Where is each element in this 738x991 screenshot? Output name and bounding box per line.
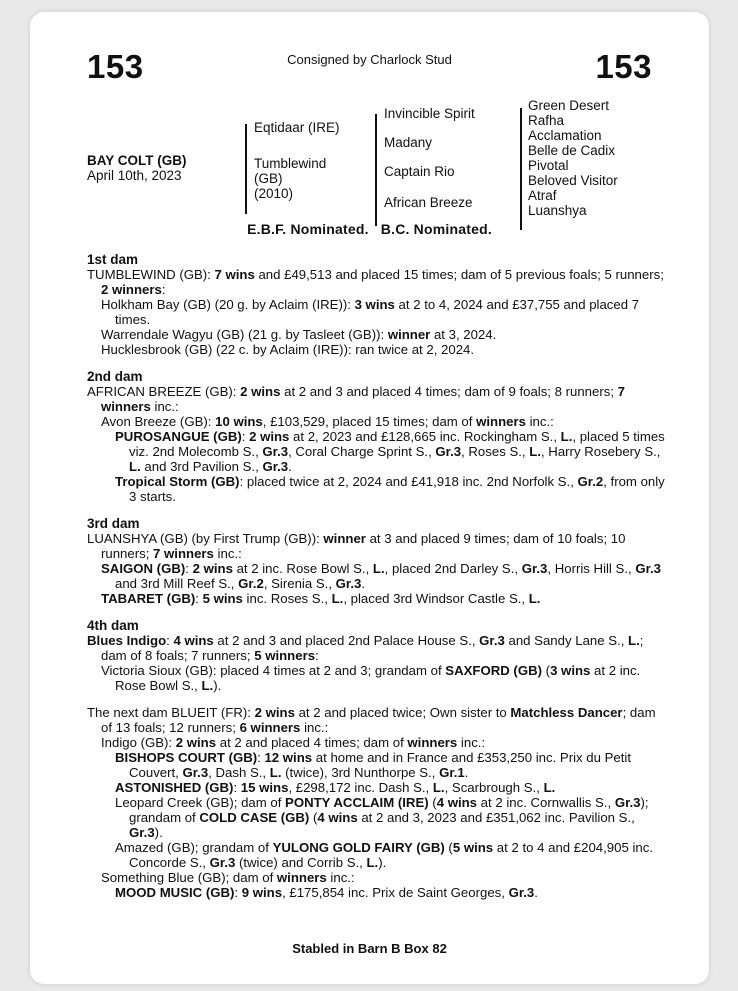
bc-nominated: B.C. Nominated. — [380, 221, 492, 237]
pedigree-table — [30, 98, 709, 228]
produce-indigo: Indigo (GB): 2 wins at 2 and placed 4 times; dam of winners inc.: — [101, 735, 486, 750]
granddam-2: African Breeze — [384, 195, 473, 210]
second-dam-heading: 2nd dam — [87, 369, 143, 384]
first-dam-text: TUMBLEWIND (GB): 7 wins and £49,513 and placed 15 times; dam of 5 previous foals; 5 runners; 2 winners: — [87, 267, 664, 297]
produce-hucklesbrook: Hucklesbrook (GB) (22 c. by Aclaim (IRE)): ran twice at 2, 2024. — [101, 342, 475, 357]
second-dam-text: AFRICAN BREEZE (GB): 2 wins at 2 and 3 and placed 4 times; dam of 9 foals; 8 runners; 7 winners inc.: — [87, 384, 626, 414]
stabling-info: Stabled in Barn B Box 82 — [292, 941, 447, 956]
grandsire-1: Invincible Spirit — [384, 106, 475, 121]
horse-identity — [87, 153, 187, 183]
lot-number-right: 153 — [595, 48, 652, 85]
produce-something-blue: Something Blue (GB); dam of winners inc.: — [101, 870, 355, 885]
foaling-date: April 10th, 2023 — [87, 168, 182, 183]
ebf-nominated: E.B.F. Nominated. — [247, 221, 369, 237]
pedigree-bracket-1 — [245, 124, 247, 214]
grandsire-2: Captain Rio — [384, 164, 455, 179]
dam: Tumblewind (GB) (2010) — [254, 156, 327, 201]
pedigree-bracket-2 — [375, 114, 377, 226]
produce-astonished: ASTONISHED (GB): 15 wins, £298,172 inc. Dash S., L., Scarbrough S., L. — [115, 780, 556, 795]
produce-leopard-creek: Leopard Creek (GB); dam of PONTY ACCLAIM (IRE) (4 wins at 2 inc. Cornwallis S., Gr.3); grandam of COLD CASE (GB) (4 wins at 2 and 3, 2023 and £351,062 inc. Pavilion S., Gr.3). — [115, 795, 649, 840]
nominations — [30, 221, 709, 237]
third-dam-heading: 3rd dam — [87, 516, 140, 531]
produce-mood-music: MOOD MUSIC (GB): 9 wins, £175,854 inc. Prix de Saint Georges, Gr.3. — [115, 885, 538, 900]
lot-number-left: 153 — [87, 48, 144, 85]
produce-warrendale-wagyu: Warrendale Wagyu (GB) (21 g. by Tasleet (GB)): winner at 3, 2024. — [101, 327, 497, 342]
first-dam-heading: 1st dam — [87, 252, 139, 267]
produce-record — [87, 252, 667, 900]
produce-tabaret: TABARET (GB): 5 wins inc. Roses S., L., placed 3rd Windsor Castle S., L. — [101, 591, 541, 606]
produce-avon-breeze: Avon Breeze (GB): 10 wins, £103,529, placed 15 times; dam of winners inc.: — [101, 414, 554, 429]
produce-victoria-sioux: Victoria Sioux (GB): placed 4 times at 2 and 3; grandam of SAXFORD (GB) (3 wins at 2 inc. Rose Bowl S., L.). — [101, 663, 641, 693]
produce-bishops-court: BISHOPS COURT (GB): 12 wins at home and in France and £353,250 inc. Prix du Petit Couvert, Gr.3, Dash S., L. (twice), 3rd Nunthorpe S., Gr.1. — [115, 750, 632, 780]
horse-name: BAY COLT (GB) — [87, 153, 187, 168]
produce-holkham-bay: Holkham Bay (GB) (20 g. by Aclaim (IRE)): 3 wins at 2 to 4, 2024 and £37,755 and placed 7 times. — [101, 297, 640, 327]
produce-saigon: SAIGON (GB): 2 wins at 2 inc. Rose Bowl S., L., placed 2nd Darley S., Gr.3, Horris Hill S., Gr.3 and 3rd Mill Reef S., Gr.2, Sirenia S., Gr.3. — [101, 561, 661, 591]
sire: Eqtidaar (IRE) — [254, 120, 340, 135]
granddam-1: Madany — [384, 135, 433, 150]
third-dam-text: LUANSHYA (GB) (by First Trump (GB)): winner at 3 and placed 9 times; dam of 10 foals; 10 runners; 7 winners inc.: — [87, 531, 626, 561]
next-dam-text: The next dam BLUEIT (FR): 2 wins at 2 and placed twice; Own sister to Matchless Dancer; dam of 13 foals; 12 runners; 6 winners inc.: — [87, 705, 656, 735]
catalogue-page — [30, 12, 709, 984]
fourth-dam-text: Blues Indigo: 4 wins at 2 and 3 and placed 2nd Palace House S., Gr.3 and Sandy Lane S., L.; dam of 8 foals; 7 runners; 5 winners: — [87, 633, 644, 663]
fourth-dam-heading: 4th dam — [87, 618, 139, 633]
produce-tropical-storm: Tropical Storm (GB): placed twice at 2, 2024 and £41,918 inc. 2nd Norfolk S., Gr.2, from only 3 starts. — [115, 474, 665, 504]
produce-purosangue: PUROSANGUE (GB): 2 wins at 2, 2023 and £128,665 inc. Rockingham S., L., placed 5 times viz. 2nd Molecomb S., Gr.3, Coral Charge Sprint S., Gr.3, Roses S., L., Harry Rosebery S., L. and 3rd Pavilion S., Gr.3. — [115, 429, 665, 474]
produce-amazed: Amazed (GB); grandam of YULONG GOLD FAIRY (GB) (5 wins at 2 to 4 and £204,905 inc. Concorde S., Gr.3 (twice) and Corrib S., L.). — [115, 840, 653, 870]
pedigree-bracket-3 — [520, 108, 522, 230]
consignor: Consigned by Charlock Stud — [287, 52, 452, 67]
great-grandparents: Green Desert Rafha Acclamation Belle de Cadix Pivotal Beloved Visitor Atraf Luanshya — [528, 98, 618, 218]
